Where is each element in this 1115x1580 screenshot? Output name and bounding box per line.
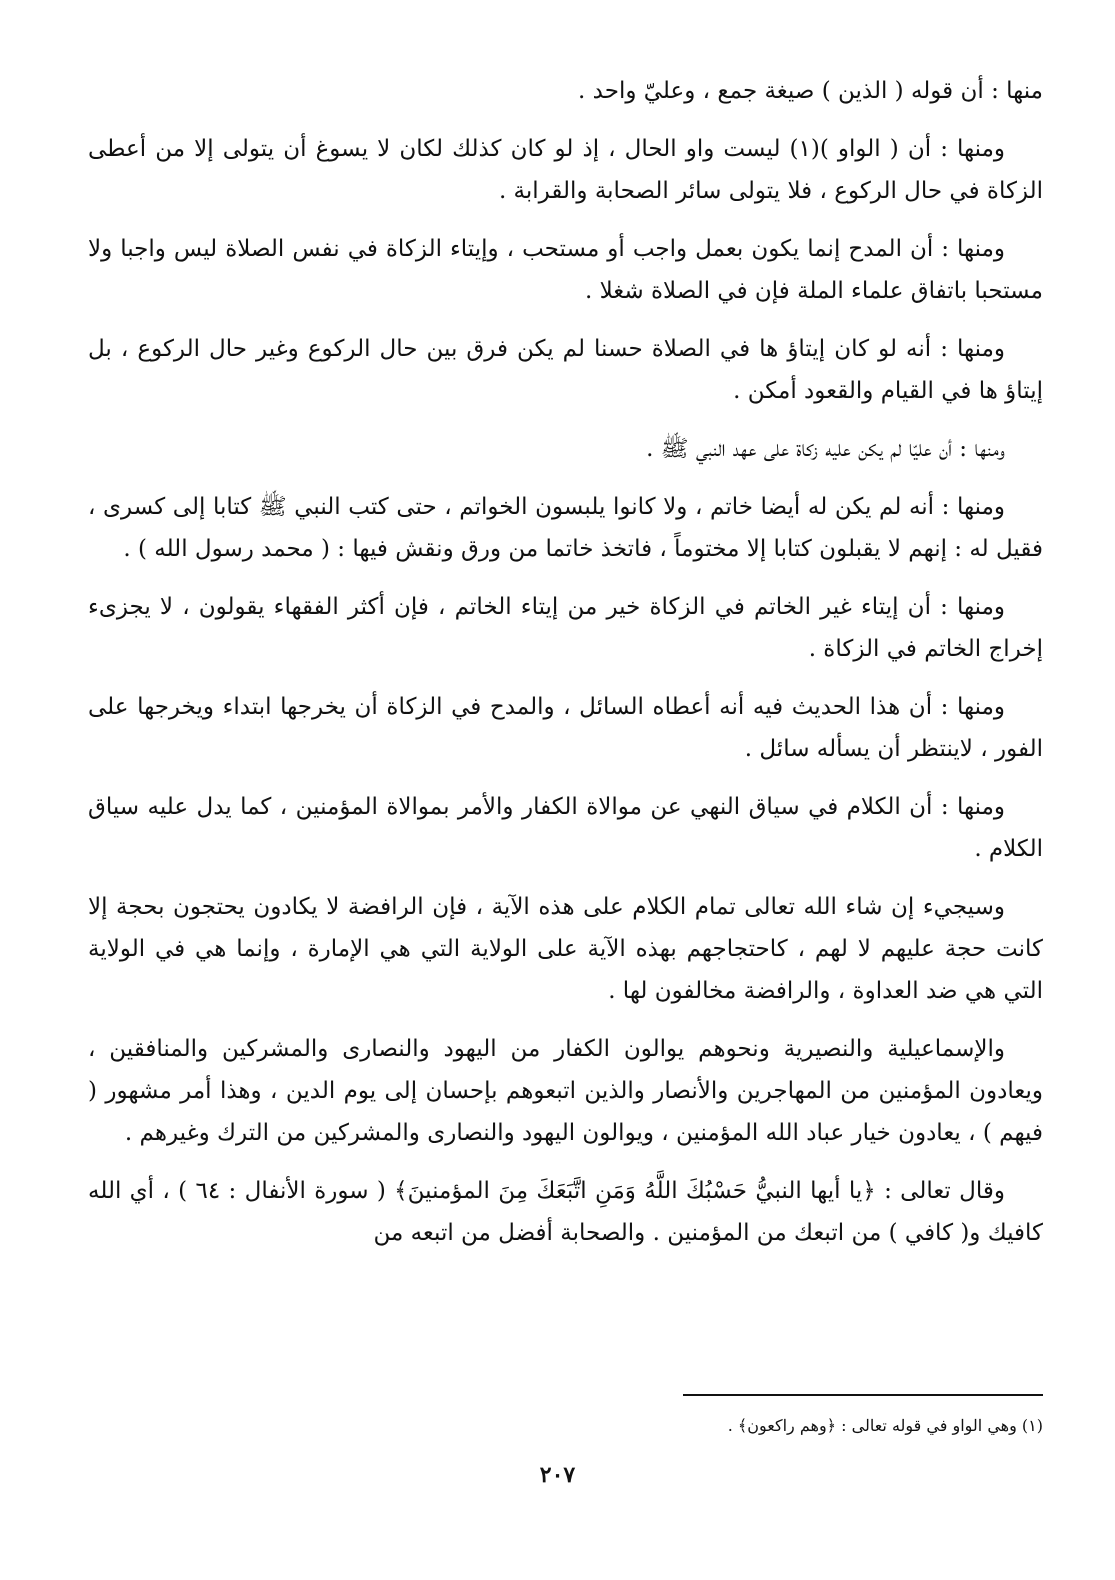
paragraph-2: ومنها : أن ( الواو )(١) ليست واو الحال ، إذ لو كان كذلك لكان لا يسوغ أن يتولى إلا من أعطى الزكاة في حال الركوع ، فلا يتولى سائر الصحابة والقرابة .	[88, 136, 1043, 204]
paragraph-4: ومنها : أنه لو كان إيتاؤ ها في الصلاة حسنا لم يكن فرق بين حال الركوع وغير حال الركوع ، بل إيتاؤ ها في القيام والقعود أمكن .	[88, 336, 1043, 404]
footnote: (١) وهي الواو في قوله تعالى : ﴿وهم راكعون﴾ .	[727, 1416, 1043, 1435]
paragraph-6: ومنها : أنه لم يكن له أيضا خاتم ، ولا كانوا يلبسون الخواتم ، حتى كتب النبي ﷺ كتابا إلى كسرى ، فقيل له : إنهم لا يقبلون كتابا إلا مختوماً ، فاتخذ خاتما من ورق ونقش فيها : ( محمد رسول الله ) .	[88, 494, 1043, 562]
paragraph-3: ومنها : أن المدح إنما يكون بعمل واجب أو مستحب ، وإيتاء الزكاة في نفس الصلاة ليس واجبا ولا مستحبا باتفاق علماء الملة فإن في الصلاة شغلا .	[88, 236, 1043, 304]
paragraph-1: منها : أن قوله ( الذين ) صيغة جمع ، وعليّ واحد .	[578, 78, 1043, 104]
paragraph-11: والإسماعيلية والنصيرية ونحوهم يوالون الكفار من اليهود والنصارى والمشركين والمنافقين ، ويعادون المؤمنين من المهاجرين والأنصار والذين اتبعوهم بإحسان إلى يوم الدين ، وهذا أمر مشهور ( فيهم ) ، يعادون خيار عباد الله المؤمنين ، ويوالون اليهود والنصارى والمشركين من الترك وغيرهم .	[88, 1036, 1043, 1146]
paragraph-10: وسيجيء إن شاء الله تعالى تمام الكلام على هذه الآية ، فإن الرافضة لا يكادون يحتجون بحجة إلا كانت حجة عليهم لا لهم ، كاحتجاجهم بهذه الآية على الولاية التي هي الإمارة ، وإنما هي في الولاية التي هي ضد العداوة ، والرافضة مخالفون لها .	[88, 894, 1043, 1004]
paragraph-9: ومنها : أن الكلام في سياق النهي عن موالاة الكفار والأمر بموالاة المؤمنين ، كما يدل عليه سياق الكلام .	[88, 794, 1043, 862]
paragraph-7: ومنها : أن إيتاء غير الخاتم في الزكاة خير من إيتاء الخاتم ، فإن أكثر الفقهاء يقولون ، لا يجزىء إخراج الخاتم في الزكاة .	[88, 594, 1043, 662]
page-body	[88, 70, 1043, 1270]
paragraph-8: ومنها : أن هذا الحديث فيه أنه أعطاه السائل ، والمدح في الزكاة أن يخرجها ابتداء ويخرجها على الفور ، لاينتظر أن يسأله سائل .	[88, 694, 1043, 762]
page-number: ٢٠٧	[539, 1462, 576, 1488]
footnote-divider	[683, 1394, 1043, 1396]
paragraph-5: ومنها : أن عليّا لم يكن عليه زكاة على عهد النبي ﷺ .	[646, 436, 1005, 462]
paragraph-12: وقال تعالى : ﴿يا أيها النبيُّ حَسْبُكَ اللَّهُ وَمَنِ اتَّبَعَكَ مِنَ المؤمنينَ﴾ ( سورة الأنفال : ٦٤ ) ، أي الله كافيك و( كافي ) من اتبعك من المؤمنين . والصحابة أفضل من اتبعه من	[88, 1178, 1043, 1246]
